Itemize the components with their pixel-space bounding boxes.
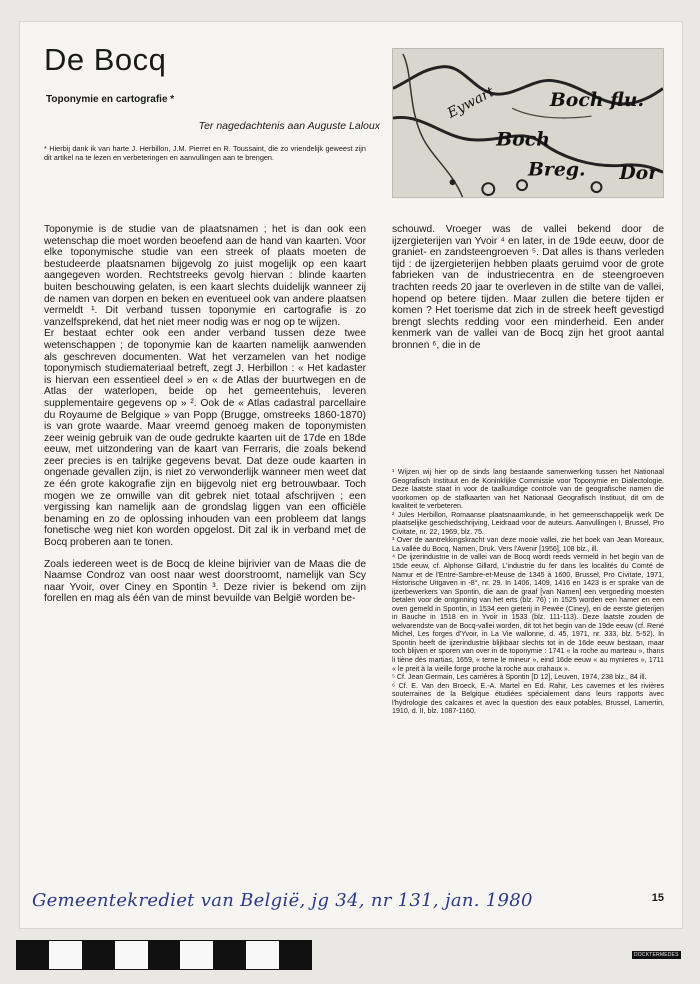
map-label-dor: Dor: [619, 162, 659, 185]
footnotes: [392, 468, 664, 716]
article-page: [44, 42, 664, 902]
body-column-left: [44, 224, 366, 605]
body-paragraph-3: Zoals iedereen weet is de Bocq de kleine bijrivier van de Maas die de Naamse Condroz van oost naar west doorstroomt, namelijk van Scy naar Yvoir, over Ciney en Spontin ³. Deze rivier is bekend om zijn forellen en mag als één van de minst bevuilde van België worden be-: [44, 558, 366, 605]
map-label-breg: Breg.: [528, 158, 586, 181]
footnote: ⁶ Cf. E. Van den Broeck, E.-A. Martel en Ed. Rahir, Les cavernes et les rivières souterraines de la Belgique étudiées spécialement dans leurs rapports avec l'hydrologie des calcaires et avec la question des eaux potables, Brussel, Lamertin, 1910, d. II, blz. 1087-1160.: [392, 681, 664, 716]
footnote: ³ Over de aantrekkingskracht van deze mooie vallei, zie het boek van Jean Moreaux, La vallée du Bocq, Namen, Druk. Vers l'Avenir [1956], 108 blz., ill.: [392, 536, 664, 553]
map-label-eywart: Eywart: [444, 83, 497, 122]
map-label-boch: Boch: [496, 128, 550, 151]
footnote: ⁴ De ijzerindustrie in de vallei van de Bocq wordt reeds vermeld in het begin van de 15de eeuw, cf. Alphonse Gillard, L'industrie du fer dans les localités du Comté de Namur et de l'Entre-Sambre-et-Meuse de 1345 à 1600, Brussel, Pro Civitate, 1971, Historische Uitgaven in -8°, nr. 29. In 1406, 1409, 1416 en 1423 is er sprake van de ijzerbewerkers van Spontin, die aan de graaf [van Namen] een vergoeding moesten betalen voor de ontginning van het erts (blz. 76) ; in 1525 worden een hamer en een oven gemeld in Spontin, in 1534 een gieterij in Pewée (Ciney), en de eerste gieterijen in Bauche in 1518 en in Yvoir in 1533 (blz. 111-113). Deze laatste zouden de welvarendste van de Bocq-vallei worden, dit tot het begin van de 19de eeuw (cf. René Michel, Les forges d'Yvoir, in La Vie wallonne, d. 45, 1971, nr. 333, blz. 5-52). In Spontin heeft de ijzerindustrie blijkbaar slechts tot in de 16de eeuw bestaan, maar toch blijven er sporen van over in de toponymie : 1741 « la roche au marteau », thans li tiène dès martias, 1659, « terne le mineur », eind 16de eeuw « au mynieres », 1711 « le preit à la vieille forge proche la roche aux crahaux ».: [392, 553, 664, 673]
scanned-page: [20, 22, 682, 928]
body-paragraph-2: Er bestaat echter ook een ander verband tussen deze twee wetenschappen ; de toponymie kan de kaarten namelijk aanwenden als geschreven documenten. Wat het verzamelen van het nodige toponymisch studiemateriaal betreft, zegt J. Herbillon : « Het kadaster is hiervan een essentieel deel » en « de Atlas der buurtwegen en de Atlas der waterlopen, beide op het gemeentehuis, leveren supplementaire gegevens op » ². Ook de « Atlas cadastral parcellaire du Royaume de Belgique » van Popp (Brugge, omstreeks 1860-1870) is van grote waarde. Maar vreemd genoeg maken de toponymisten zeer weinig gebruik van de oude gedrukte kaarten uit de 17de en 18de eeuw, met uitzondering van de kaart van Ferraris, die zoals bekend zeer precies is en talrijke gegevens bevat. Dat deze oude kaarten in ongenade gevallen zijn, is niet zo verwonderlijk wanneer men weet dat ze één grote kakografie zijn en bijgevolg niet erg betrouwbaar. Toch mogen we ze omwille van dit gebrek niet totaal afschrijven ; een vergissing kan namelijk aan de grondslag liggen van een officiële benaming en zo de oplossing inhouden van een probleem dat langs fonetische weg niet kon worden opgelost. Dit zal ik in verband met de Bocq proberen aan te tonen.: [44, 328, 366, 549]
acknowledgement-note: * Hierbij dank ik van harte J. Herbillon, J.M. Pierret en R. Toussaint, die zo vriendelijk geweest zijn dit artikel na te lezen en verbeteringen en aanvullingen aan te brengen.: [44, 144, 366, 163]
dedication: Ter nagedachtenis aan Auguste Laloux: [198, 120, 380, 132]
body-column-right: [392, 224, 664, 352]
body-paragraph-continued: schouwd. Vroeger was de vallei bekend door de ijzergieterijen van Yvoir ⁴ en later, in de 19de eeuw, door de graniet- en zandsteengroeven ⁵. Dat alles is thans verleden tijd : de ijzergieterijen hebben plaats geruimd voor de grote fabrieken van de industriecentra en de steengroeven trachten reeds 20 jaar te overleven in de stilte van de vallei, hopend op betere tijden. Maar zullen die betere tijden er komen ? Het toerisme dat zich in de streek heeft gevestigd brengt slechts redding voor een minderheid. Een ander kenmerk van de vallei van de Bocq zijn het groot aantal bronnen ⁶, die in de: [392, 224, 664, 351]
article-subtitle: Toponymie en cartografie *: [46, 94, 175, 105]
handwritten-source-note: Gemeentekrediet van België, jg 34, nr 131, jan. 1980: [32, 890, 533, 911]
footnote: ² Jules Herbillon, Romaanse plaatsnaamkunde, in het gemeenschappelijk werk De plaatselijke geschiedschrijving, Leidraad voor de auteurs. Aanvullingen I, Brussel, Pro Civitate, nr. 22, 1969, blz. 75.: [392, 510, 664, 536]
map-label-boch-flu: Boch flu.: [549, 89, 645, 112]
page-number: 15: [651, 892, 664, 904]
footnote: ¹ Wijzen wij hier op de sinds lang bestaande samenwerking tussen het Nationaal Geografisch Instituut en de Koninklijke Commissie voor Toponymie en Dialectologie. Deze laatste staat in voor de taalkundige controle van de geografische namen die voorkomen op de stafkaarten van het Nationaal Geografisch Instituut, dit om de kwaliteit te verbeteren.: [392, 468, 664, 511]
body-paragraph-1: Toponymie is de studie van de plaatsnamen ; het is dan ook een wetenschap die moet worden beoefend aan de hand van kaarten. Voor elke toponymische studie van een streek of plaats moeten de bestudeerde plaatsnamen bijgevolg zo juist mogelijk op een kaart aangegeven worden. Rechtstreeks gevolg hiervan : blinde kaarten buiten beschouwing gelaten, is een kaart slechts duidelijk wanneer zij de namen van dorpen en beken en eventueel ook van andere plaatsen vermeldt ¹. Dit verband tussen toponymie en cartografie is zo vanzelfsprekend, dat het niet meer nodig was er nog op te wijzen.: [44, 224, 366, 328]
article-title: De Bocq: [44, 42, 167, 77]
scan-reference-label: DOCKTERMEDES: [634, 952, 679, 958]
footnote: ⁵ Cf. Jean Germain, Les carrières à Spontin [D 12], Leuven, 1974, 238 blz., 84 ill.: [392, 673, 647, 682]
map-dot-marker: [450, 179, 456, 185]
old-map-excerpt: [392, 48, 664, 198]
scan-calibration-bar: [16, 940, 312, 970]
map-illustration: [393, 49, 663, 197]
